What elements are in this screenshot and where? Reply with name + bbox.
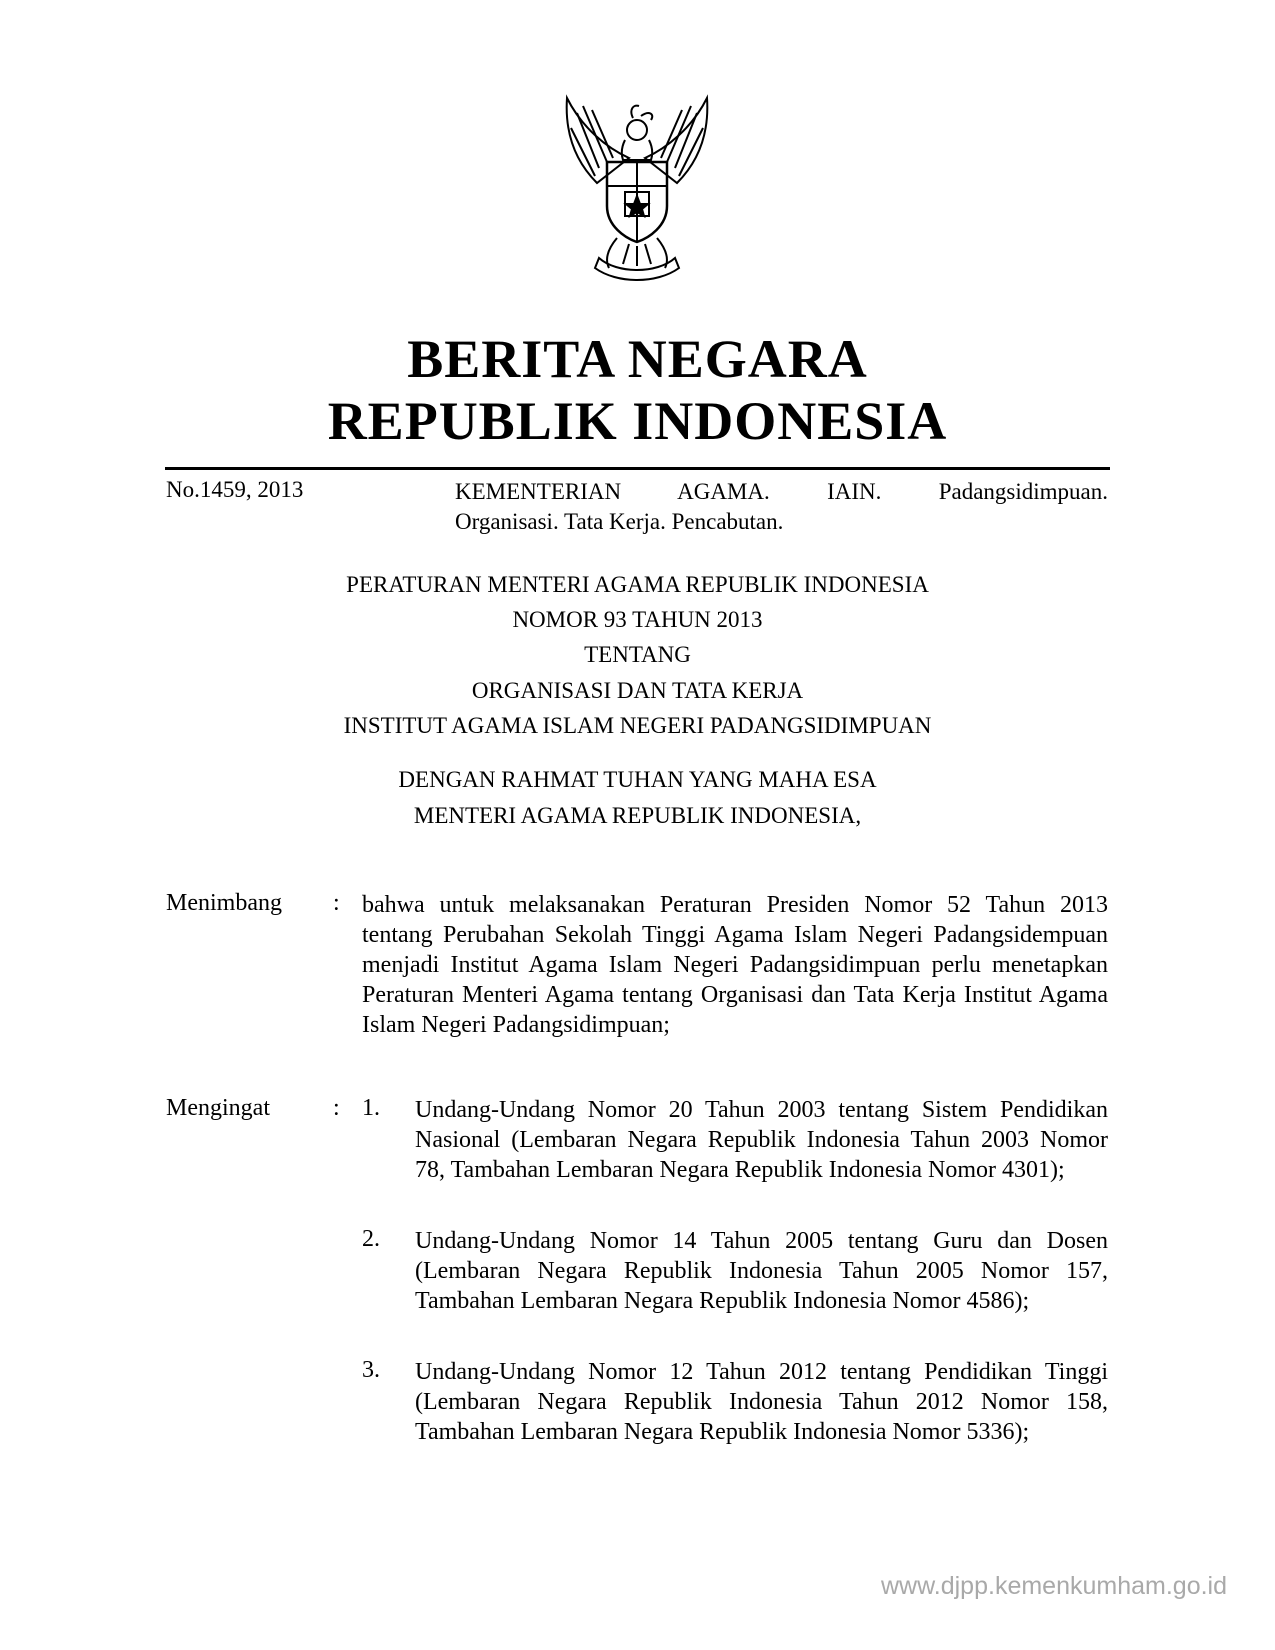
regulation-subject-2: INSTITUT AGAMA ISLAM NEGERI PADANGSIDIMPUAN — [343, 713, 932, 738]
garuda-pancasila-emblem — [537, 88, 737, 288]
subject-line-1: KEMENTERIAN AGAMA. IAIN. Padangsidimpuan. — [455, 479, 1108, 504]
mengingat-item-text: Undang-Undang Nomor 20 Tahun 2003 tentang Sistem Pendidikan Nasional (Lembaran Negara Republik Indonesia Tahun 2003 Nomor 78, Tambahan Lembaran Negara Republik Indonesia Nomor 4301); — [415, 1097, 1108, 1183]
gazette-subject — [455, 477, 1108, 537]
title-line-2: REPUBLIK INDONESIA — [327, 391, 948, 451]
mengingat-item-text: Undang-Undang Nomor 14 Tahun 2005 tentang Guru dan Dosen (Lembaran Negara Republik Indonesia Tahun 2005 Nomor 157, Tambahan Lembaran Negara Republik Indonesia Nomor 4586); — [415, 1228, 1108, 1314]
regulation-title: PERATURAN MENTERI AGAMA REPUBLIK INDONESIA — [346, 572, 929, 597]
menimbang-label: Menimbang — [166, 890, 282, 916]
mengingat-item-number: 1. — [362, 1095, 380, 1121]
regulation-about: TENTANG — [584, 642, 691, 667]
regulation-number: NOMOR 93 TAHUN 2013 — [512, 607, 763, 632]
gazette-number: No.1459, 2013 — [166, 477, 304, 502]
menimbang-colon: : — [333, 890, 340, 916]
mengingat-colon: : — [333, 1095, 340, 1121]
regulation-subject-1: ORGANISASI DAN TATA KERJA — [471, 678, 804, 703]
subject-line-2: Organisasi. Tata Kerja. Pencabutan. — [455, 509, 784, 534]
preamble-line-1: DENGAN RAHMAT TUHAN YANG MAHA ESA — [398, 767, 877, 792]
mengingat-label: Mengingat — [166, 1095, 270, 1121]
title-divider — [165, 467, 1110, 470]
menimbang-text: bahwa untuk melaksanakan Peraturan Presiden Nomor 52 Tahun 2013 tentang Perubahan Sekolah Tinggi Agama Islam Negeri Padangsidempuan menjadi Institut Agama Islam Negeri Padangsidimpuan perlu menetapkan Peraturan Menteri Agama tentang Organisasi dan Tata Kerja Institut Agama Islam Negeri Padangsidimpuan; — [362, 892, 1108, 1038]
title-line-1: BERITA NEGARA — [407, 329, 868, 389]
preamble-line-2: MENTERI AGAMA REPUBLIK INDONESIA, — [413, 803, 862, 828]
mengingat-item-number: 3. — [362, 1357, 380, 1383]
mengingat-item-number: 2. — [362, 1226, 380, 1252]
footer-watermark-url: www.djpp.kemenkumham.go.id — [881, 1572, 1227, 1600]
mengingat-item-text: Undang-Undang Nomor 12 Tahun 2012 tentang Pendidikan Tinggi (Lembaran Negara Republik Indonesia Tahun 2012 Nomor 158, Tambahan Lembaran Negara Republik Indonesia Nomor 5336); — [415, 1359, 1108, 1445]
